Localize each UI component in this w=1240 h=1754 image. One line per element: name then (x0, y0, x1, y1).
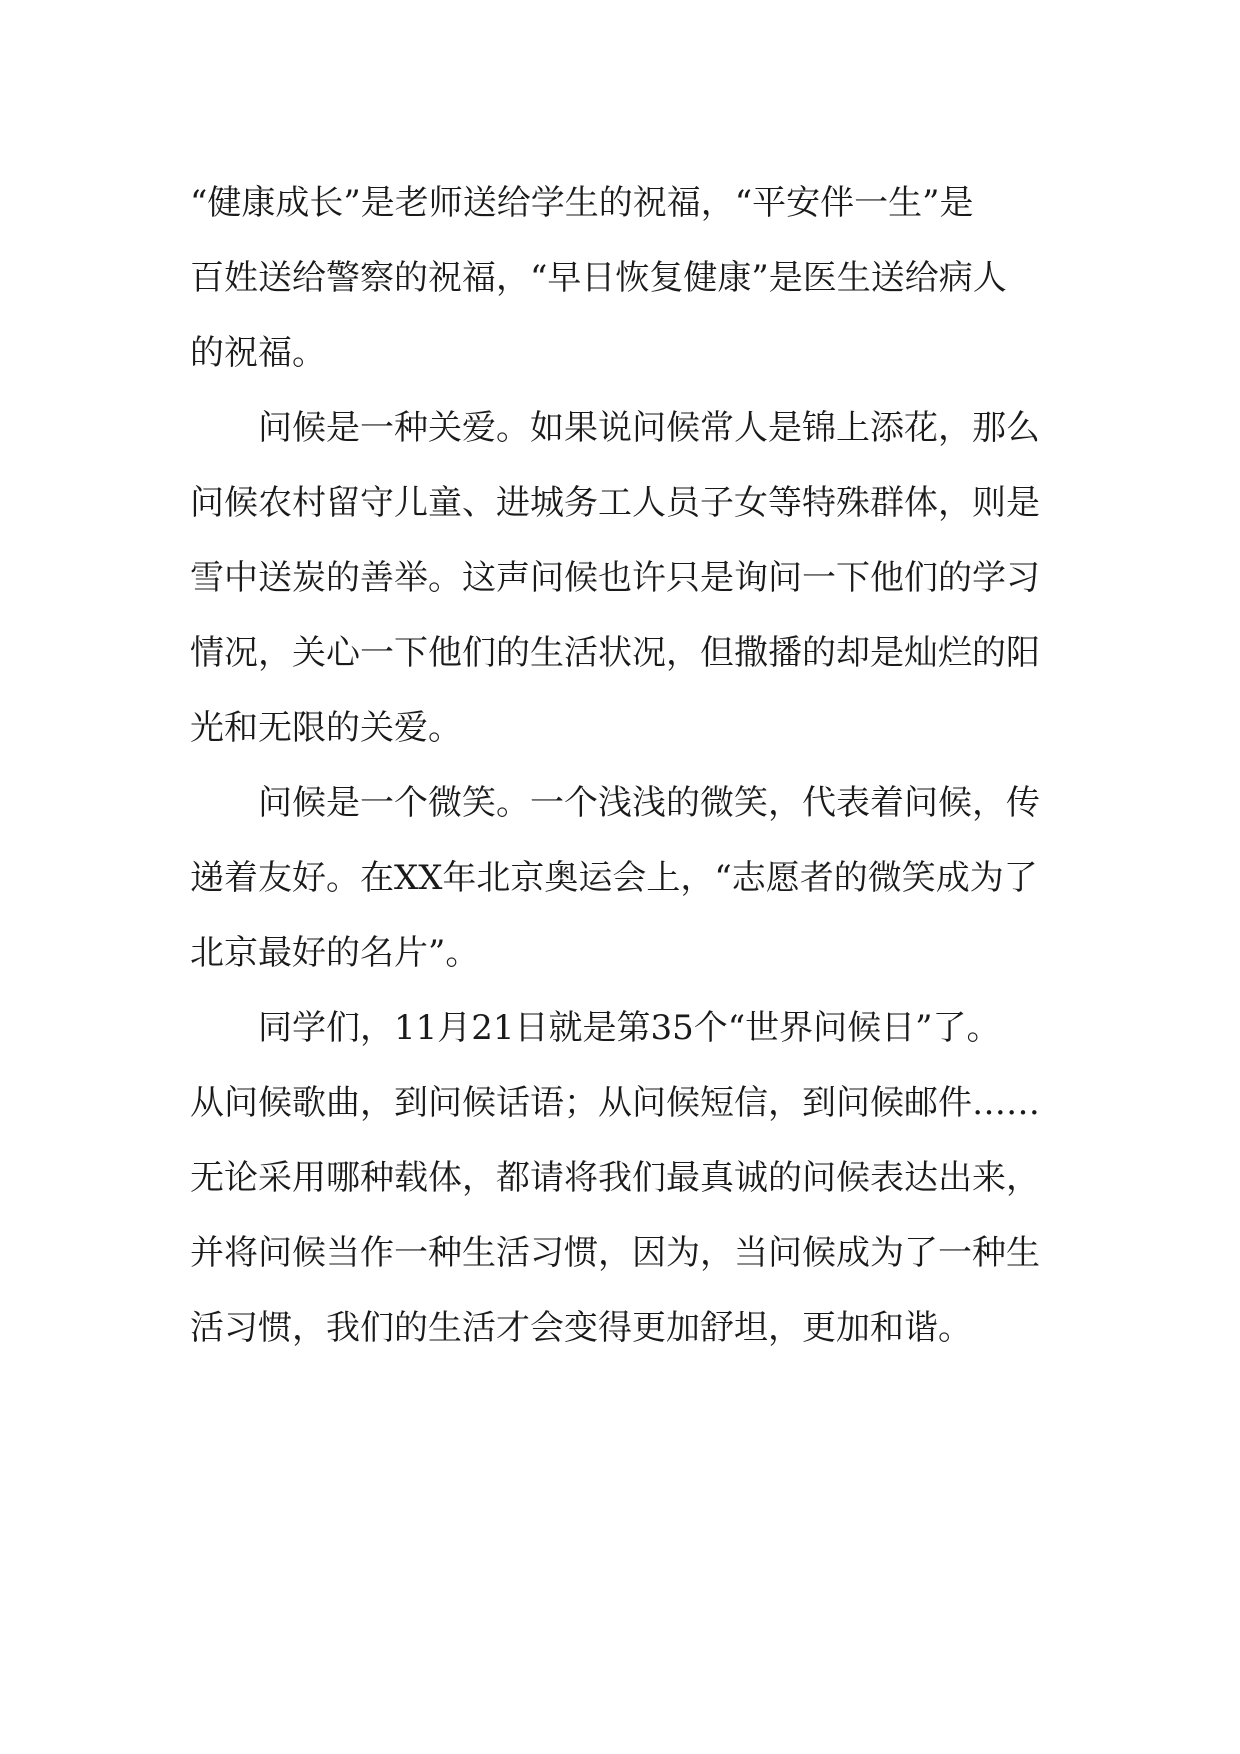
text-line: 活习惯，我们的生活才会变得更加舒坦，更加和谐。 (190, 1308, 972, 1348)
text-line: “健康成长”是老师送给学生的祝福，“平安伴一生”是 (190, 183, 974, 223)
paragraph-1 (190, 166, 1050, 391)
text-line: 问候农村留守儿童、进城务工人员子女等特殊群体，则是 (190, 483, 1040, 523)
text-line: 光和无限的关爱。 (190, 708, 462, 748)
text-line: 递着友好。在XX年北京奥运会上，“志愿者的微笑成为了 (190, 858, 1038, 898)
document-body (190, 166, 1050, 1366)
text-line: 从问候歌曲，到问候话语；从问候短信，到问候邮件…… (190, 1083, 1040, 1123)
text-line: 情况，关心一下他们的生活状况，但撒播的却是灿烂的阳 (190, 633, 1040, 673)
paragraph-4 (190, 991, 1050, 1366)
text-line: 问候是一个微笑。一个浅浅的微笑，代表着问候，传 (258, 783, 1040, 823)
paragraph-3 (190, 766, 1050, 991)
text-line: 同学们，11月21日就是第35个“世界问候日”了。 (258, 1008, 1001, 1048)
text-line: 雪中送炭的善举。这声问候也许只是询问一下他们的学习 (190, 558, 1040, 598)
text-line: 无论采用哪种载体，都请将我们最真诚的问候表达出来， (190, 1158, 1040, 1198)
text-line: 百姓送给警察的祝福，“早日恢复健康”是医生送给病人 (190, 258, 1007, 298)
text-line: 的祝福。 (190, 333, 326, 373)
text-line: 北京最好的名片”。 (190, 933, 480, 973)
text-line: 并将问候当作一种生活习惯，因为，当问候成为了一种生 (190, 1233, 1040, 1273)
paragraph-2 (190, 391, 1050, 766)
text-line: 问候是一种关爱。如果说问候常人是锦上添花，那么 (258, 408, 1040, 448)
